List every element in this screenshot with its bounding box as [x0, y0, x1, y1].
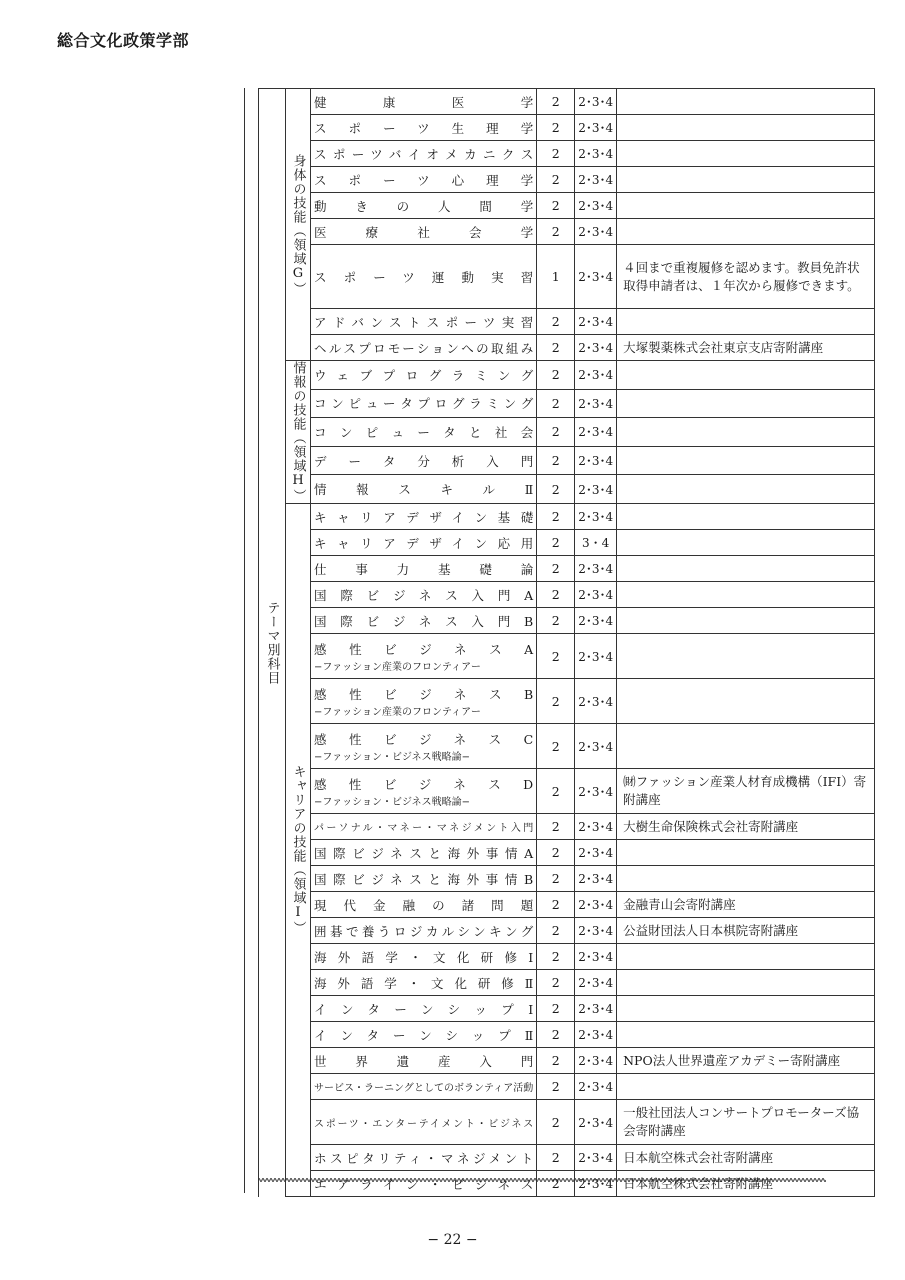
- table-row: [259, 309, 875, 335]
- years-cell: 2･3･4: [575, 504, 617, 530]
- table-row: [259, 608, 875, 634]
- credits-cell: 2: [537, 1048, 575, 1074]
- subject-name: [311, 679, 537, 724]
- years-cell: 2･3･4: [575, 840, 617, 866]
- credits-cell: 2: [537, 418, 575, 447]
- subject-subtitle: −ファッション・ビジネス戦略論−: [314, 751, 471, 763]
- subject-name: サービス・ラーニングとしてのボランティア活動: [311, 1074, 537, 1100]
- years-cell: 2･3･4: [575, 814, 617, 840]
- credits-cell: 2: [537, 219, 575, 245]
- course-table: [258, 88, 875, 1197]
- years-cell: 2･3･4: [575, 193, 617, 219]
- table-row: [259, 769, 875, 814]
- remarks-cell: [617, 219, 875, 245]
- remarks-cell: 日本航空株式会社寄附講座: [617, 1171, 875, 1197]
- category-label: テーマ別科目: [259, 89, 286, 1197]
- remarks-cell: NPO法人世界遺産アカデミー寄附講座: [617, 1048, 875, 1074]
- years-cell: 2･3･4: [575, 361, 617, 390]
- years-cell: 2･3･4: [575, 1074, 617, 1100]
- table-row: [259, 1145, 875, 1171]
- table-row: [259, 1074, 875, 1100]
- subject-name: パーソナル・マネー・マネジメント入門: [311, 814, 537, 840]
- table-row: [259, 245, 875, 309]
- credits-cell: 2: [537, 1145, 575, 1171]
- credits-cell: 2: [537, 892, 575, 918]
- page-number: − 22 −: [427, 1232, 478, 1248]
- credits-cell: 2: [537, 361, 575, 390]
- subject-name: エアライン・ビジネス: [311, 1171, 537, 1197]
- years-cell: 2･3･4: [575, 634, 617, 679]
- years-cell: 2･3･4: [575, 866, 617, 892]
- table-continuation-edge: [258, 1177, 826, 1185]
- credits-cell: 2: [537, 1022, 575, 1048]
- subject-name: 医療社会学: [311, 219, 537, 245]
- table-row: [259, 141, 875, 167]
- subject-name: スポーツ生理学: [311, 115, 537, 141]
- credits-cell: 2: [537, 89, 575, 115]
- remarks-cell: 日本航空株式会社寄附講座: [617, 1145, 875, 1171]
- credits-cell: 2: [537, 1171, 575, 1197]
- credits-cell: 2: [537, 582, 575, 608]
- domain-label-i: キャリアの技能（領域I）: [286, 504, 311, 1197]
- years-cell: 2･3･4: [575, 769, 617, 814]
- years-cell: 2･3･4: [575, 724, 617, 769]
- years-cell: 2･3･4: [575, 335, 617, 361]
- table-row: [259, 866, 875, 892]
- years-cell: 2･3･4: [575, 582, 617, 608]
- credits-cell: 2: [537, 918, 575, 944]
- table-row: [259, 361, 875, 390]
- remarks-cell: [617, 866, 875, 892]
- table-row: [259, 530, 875, 556]
- subject-name: インターンシップⅡ: [311, 1022, 537, 1048]
- remarks-cell: 公益財団法人日本棋院寄附講座: [617, 918, 875, 944]
- credits-cell: 2: [537, 634, 575, 679]
- subject-name: ウェブプログラミング: [311, 361, 537, 390]
- subject-title: 感性ビジネスA: [314, 641, 534, 657]
- subject-name: [311, 634, 537, 679]
- remarks-cell: [617, 582, 875, 608]
- remarks-cell: [617, 556, 875, 582]
- remarks-cell: [617, 634, 875, 679]
- remarks-cell: [617, 141, 875, 167]
- table-row: [259, 418, 875, 447]
- subject-name: アドバンストスポーツ実習: [311, 309, 537, 335]
- credits-cell: 2: [537, 814, 575, 840]
- credits-cell: 2: [537, 446, 575, 475]
- remarks-cell: [617, 679, 875, 724]
- subject-name: スポーツ心理学: [311, 167, 537, 193]
- remarks-cell: [617, 840, 875, 866]
- credits-cell: 2: [537, 1074, 575, 1100]
- subject-title: 感性ビジネスB: [314, 686, 534, 702]
- subject-name: 仕事力基礎論: [311, 556, 537, 582]
- years-cell: 3・4: [575, 530, 617, 556]
- credits-cell: 2: [537, 309, 575, 335]
- table-row: [259, 504, 875, 530]
- course-table-body: [259, 89, 875, 1197]
- remarks-cell: 一般社団法人コンサートプロモーターズ協会寄附講座: [617, 1100, 875, 1145]
- table-row: [259, 193, 875, 219]
- table-row: [259, 1048, 875, 1074]
- subject-name: キャリアデザイン基礎: [311, 504, 537, 530]
- remarks-cell: [617, 530, 875, 556]
- domain-label-g: 身体の技能（領域G）: [286, 89, 311, 361]
- years-cell: 2･3･4: [575, 219, 617, 245]
- table-row: [259, 475, 875, 504]
- years-cell: 2･3･4: [575, 141, 617, 167]
- margin-rule: [244, 88, 245, 1193]
- subject-name: 国際ビジネスと海外事情B: [311, 866, 537, 892]
- subject-title: 感性ビジネスD: [314, 776, 534, 792]
- table-row: [259, 918, 875, 944]
- remarks-cell: [617, 996, 875, 1022]
- credits-cell: 2: [537, 556, 575, 582]
- subject-name: 国際ビジネス入門A: [311, 582, 537, 608]
- table-row: [259, 970, 875, 996]
- remarks-cell: [617, 1074, 875, 1100]
- remarks-cell: 金融青山会寄附講座: [617, 892, 875, 918]
- credits-cell: 2: [537, 944, 575, 970]
- subject-name: スポーツ運動実習: [311, 245, 537, 309]
- credits-cell: 1: [537, 245, 575, 309]
- years-cell: 2･3･4: [575, 418, 617, 447]
- table-row: [259, 115, 875, 141]
- remarks-cell: ４回まで重複履修を認めます。教員免許状取得申請者は、１年次から履修できます。: [617, 245, 875, 309]
- years-cell: 2･3･4: [575, 115, 617, 141]
- years-cell: 2･3･4: [575, 309, 617, 335]
- remarks-cell: ㈶ファッション産業人材育成機構（IFI）寄附講座: [617, 769, 875, 814]
- subject-name: [311, 724, 537, 769]
- credits-cell: 2: [537, 866, 575, 892]
- remarks-cell: [617, 418, 875, 447]
- credits-cell: 2: [537, 724, 575, 769]
- table-row: [259, 679, 875, 724]
- subject-name: 情報スキルⅡ: [311, 475, 537, 504]
- credits-cell: 2: [537, 504, 575, 530]
- remarks-cell: [617, 309, 875, 335]
- years-cell: 2･3･4: [575, 1100, 617, 1145]
- subject-subtitle: −ファッション・ビジネス戦略論−: [314, 796, 471, 808]
- years-cell: 2･3･4: [575, 1048, 617, 1074]
- table-row: [259, 840, 875, 866]
- domain-label-h: 情報の技能（領域H）: [286, 361, 311, 504]
- subject-subtitle: −ファッション産業のフロンティアー: [314, 706, 481, 718]
- table-row: [259, 556, 875, 582]
- credits-cell: 2: [537, 1100, 575, 1145]
- years-cell: 2･3･4: [575, 389, 617, 418]
- table-row: [259, 944, 875, 970]
- table-row: [259, 335, 875, 361]
- credits-cell: 2: [537, 769, 575, 814]
- table-row: [259, 389, 875, 418]
- subject-name: 国際ビジネスと海外事情A: [311, 840, 537, 866]
- remarks-cell: [617, 167, 875, 193]
- remarks-cell: [617, 724, 875, 769]
- years-cell: 2･3･4: [575, 608, 617, 634]
- subject-name: [311, 769, 537, 814]
- years-cell: 2･3･4: [575, 892, 617, 918]
- years-cell: 2･3･4: [575, 1171, 617, 1197]
- credits-cell: 2: [537, 840, 575, 866]
- credits-cell: 2: [537, 608, 575, 634]
- remarks-cell: [617, 389, 875, 418]
- table-row: [259, 634, 875, 679]
- credits-cell: 2: [537, 141, 575, 167]
- subject-subtitle: −ファッション産業のフロンティアー: [314, 661, 481, 673]
- subject-name: データ分析入門: [311, 446, 537, 475]
- remarks-cell: [617, 1022, 875, 1048]
- subject-name: 海外語学・文化研修Ⅰ: [311, 944, 537, 970]
- years-cell: 2･3･4: [575, 944, 617, 970]
- remarks-cell: [617, 944, 875, 970]
- table-row: [259, 167, 875, 193]
- table-row: [259, 814, 875, 840]
- remarks-cell: [617, 193, 875, 219]
- remarks-cell: [617, 475, 875, 504]
- faculty-title: 総合文化政策学部: [57, 31, 190, 50]
- credits-cell: 2: [537, 996, 575, 1022]
- years-cell: 2･3･4: [575, 167, 617, 193]
- table-row: [259, 582, 875, 608]
- remarks-cell: [617, 970, 875, 996]
- table-row: [259, 892, 875, 918]
- subject-name: 囲碁で養うロジカルシンキング: [311, 918, 537, 944]
- remarks-cell: [617, 446, 875, 475]
- credits-cell: 2: [537, 970, 575, 996]
- remarks-cell: 大塚製薬株式会社東京支店寄附講座: [617, 335, 875, 361]
- credits-cell: 2: [537, 335, 575, 361]
- table-row: [259, 89, 875, 115]
- subject-name: コンピュータと社会: [311, 418, 537, 447]
- subject-name: ヘルスプロモーションへの取組み: [311, 335, 537, 361]
- credits-cell: 2: [537, 167, 575, 193]
- subject-name: スポーツ・エンターテイメント・ビジネス: [311, 1100, 537, 1145]
- subject-name: 海外語学・文化研修Ⅱ: [311, 970, 537, 996]
- years-cell: 2･3･4: [575, 556, 617, 582]
- years-cell: 2･3･4: [575, 446, 617, 475]
- table-row: [259, 446, 875, 475]
- years-cell: 2･3･4: [575, 1022, 617, 1048]
- table-row: [259, 724, 875, 769]
- credits-cell: 2: [537, 475, 575, 504]
- table-row: [259, 1022, 875, 1048]
- table-row: [259, 219, 875, 245]
- subject-name: 国際ビジネス入門B: [311, 608, 537, 634]
- subject-name: キャリアデザイン応用: [311, 530, 537, 556]
- remarks-cell: 大樹生命保険株式会社寄附講座: [617, 814, 875, 840]
- years-cell: 2･3･4: [575, 1145, 617, 1171]
- remarks-cell: [617, 608, 875, 634]
- credits-cell: 2: [537, 193, 575, 219]
- credits-cell: 2: [537, 530, 575, 556]
- years-cell: 2･3･4: [575, 245, 617, 309]
- remarks-cell: [617, 115, 875, 141]
- remarks-cell: [617, 89, 875, 115]
- subject-name: 動きの人間学: [311, 193, 537, 219]
- years-cell: 2･3･4: [575, 970, 617, 996]
- subject-name: インターンシップⅠ: [311, 996, 537, 1022]
- subject-name: 世界遺産入門: [311, 1048, 537, 1074]
- subject-name: 健康医学: [311, 89, 537, 115]
- subject-name: コンピュータプログラミング: [311, 389, 537, 418]
- years-cell: 2･3･4: [575, 996, 617, 1022]
- subject-name: スポーツバイオメカニクス: [311, 141, 537, 167]
- years-cell: 2･3･4: [575, 475, 617, 504]
- subject-name: 現代金融の諸問題: [311, 892, 537, 918]
- credits-cell: 2: [537, 389, 575, 418]
- credits-cell: 2: [537, 115, 575, 141]
- years-cell: 2･3･4: [575, 679, 617, 724]
- years-cell: 2･3･4: [575, 918, 617, 944]
- subject-name: ホスピタリティ・マネジメント: [311, 1145, 537, 1171]
- credits-cell: 2: [537, 679, 575, 724]
- years-cell: 2･3･4: [575, 89, 617, 115]
- table-row: [259, 996, 875, 1022]
- remarks-cell: [617, 361, 875, 390]
- table-row: [259, 1100, 875, 1145]
- subject-title: 感性ビジネスC: [314, 731, 534, 747]
- remarks-cell: [617, 504, 875, 530]
